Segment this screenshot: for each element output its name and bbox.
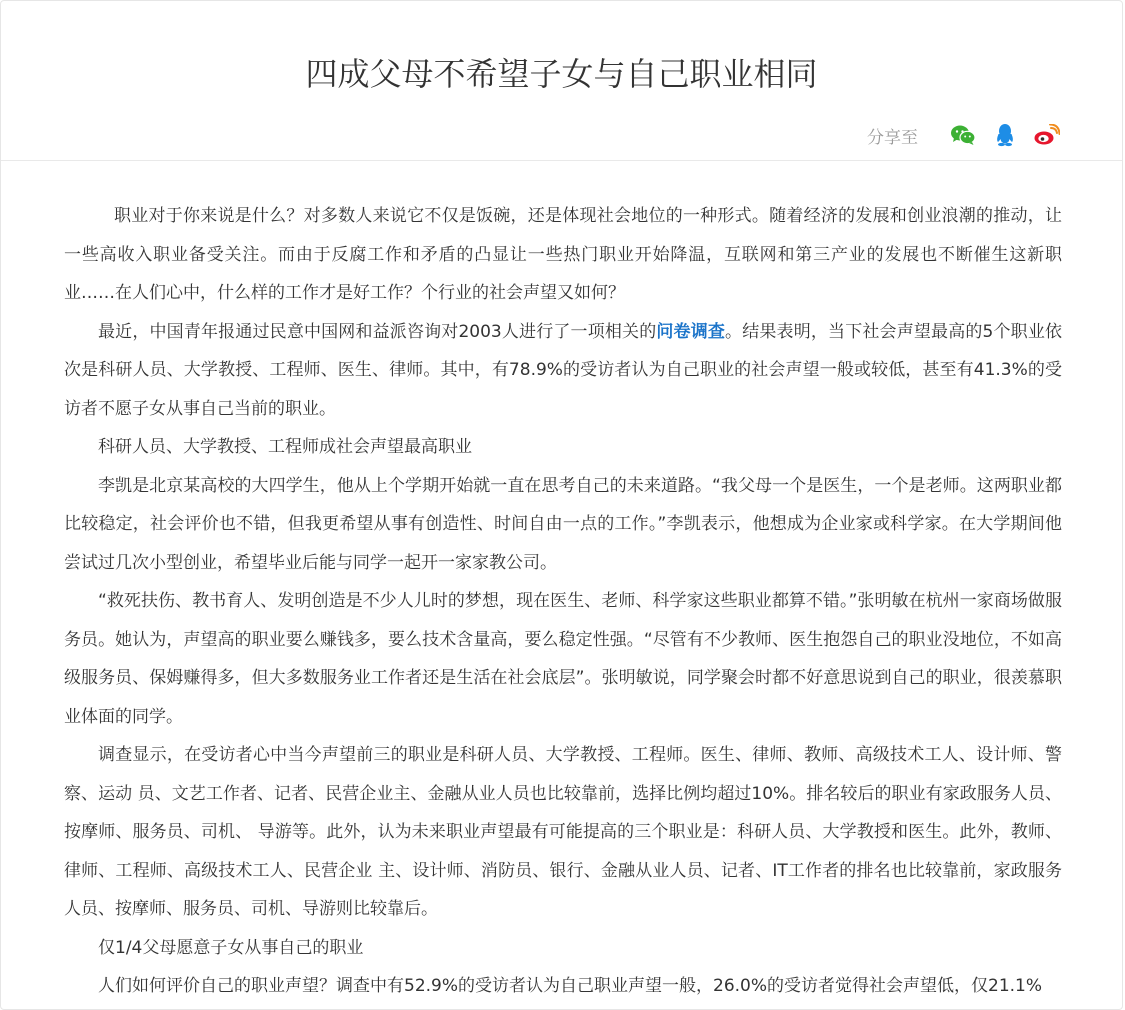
share-bar [867,121,1060,149]
paragraph-text: 。结果表明，当下社会声望最高的5个职业依次是科研人员、大学教授、工程师、医生、律师。其中，有78.9%的受访者认为自己职业的社会声望一般或较低，甚至有41.3%的受访者不愿子女从事自己当前的职业。 [64,321,1062,419]
paragraph: 调查显示，在受访者心中当今声望前三的职业是科研人员、大学教授、工程师。医生、律师、教师、高级技术工人、设计师、警察、运动 员、文艺工作者、记者、民营企业主、金融从业人员也比较靠前，选择比例均超过10%。排名较后的职业有家政服务人员、按摩师、服务员、司机、 导游等。此外，认为未来职业声望最有可能提高的三个职业是：科研人员、大学教授和医生。此外，教师、律师、工程师、高级技术工人、民营企业 主、设计师、消防员、银行、金融从业人员、记者、IT工作者的排名也比较靠前，家政服务人员、按摩师、服务员、司机、导游则比较靠后。 [64,745,1062,919]
qq-icon[interactable] [992,122,1018,148]
paragraph: 人们如何评价自己的职业声望？调查中有52.9%的受访者认为自己职业声望一般，26.0%的受访者觉得社会声望低，仅21.1% [98,976,1043,996]
section-heading: 仅1/4父母愿意子女从事自己的职业 [98,937,364,958]
share-label: 分享至 [867,127,918,148]
wechat-icon[interactable] [950,122,976,148]
paragraph-text: 最近，中国青年报通过民意中国网和益派咨询对2003人进行了一项相关的 [98,321,657,342]
paragraph: 职业对于你来说是什么？对多数人来说它不仅是饭碗，还是体现社会地位的一种形式。随着经济的发展和创业浪潮的推动，让一些高收入职业备受关注。而由于反腐工作和矛盾的凸显让一些热门职业开始降温，互联网和第三产业的发展也不断催生这新职业……在人们心中，什么样的工作才是好工作？个行业的社会声望又如何？ [64,206,1062,303]
paragraph: 李凯是北京某高校的大四学生，他从上个学期开始就一直在思考自己的未来道路。“我父母一个是医生，一个是老师。这两职业都比较稳定，社会评价也不错，但我更希望从事有创造性、时间自由一点的工作。”李凯表示，他想成为企业家或科学家。在大学期间他尝试过几次小型创业，希望毕业后能与同学一起开一家家教公司。 [64,475,1062,573]
article-header [1,1,1122,161]
survey-link[interactable]: 问卷调查 [656,321,726,342]
article-body [64,197,1062,1006]
paragraph: “救死扶伤、教书育人、发明创造是不少人儿时的梦想，现在医生、老师、科学家这些职业都算不错。”张明敏在杭州一家商场做服务员。她认为，声望高的职业要么赚钱多，要么技术含量高，要么稳定性强。“尽管有不少教师、医生抱怨自己的职业没地位，不如高级服务员、保姆赚得多，但大多数服务业工作者还是生活在社会底层”。张明敏说，同学聚会时都不好意思说到自己的职业，很羡慕职业体面的同学。 [64,591,1062,727]
section-heading: 科研人员、大学教授、工程师成社会声望最高职业 [98,437,472,457]
paragraph [64,313,1062,429]
weibo-icon[interactable] [1034,122,1060,148]
article-title: 四成父母不希望子女与自己职业相同 [305,55,818,93]
